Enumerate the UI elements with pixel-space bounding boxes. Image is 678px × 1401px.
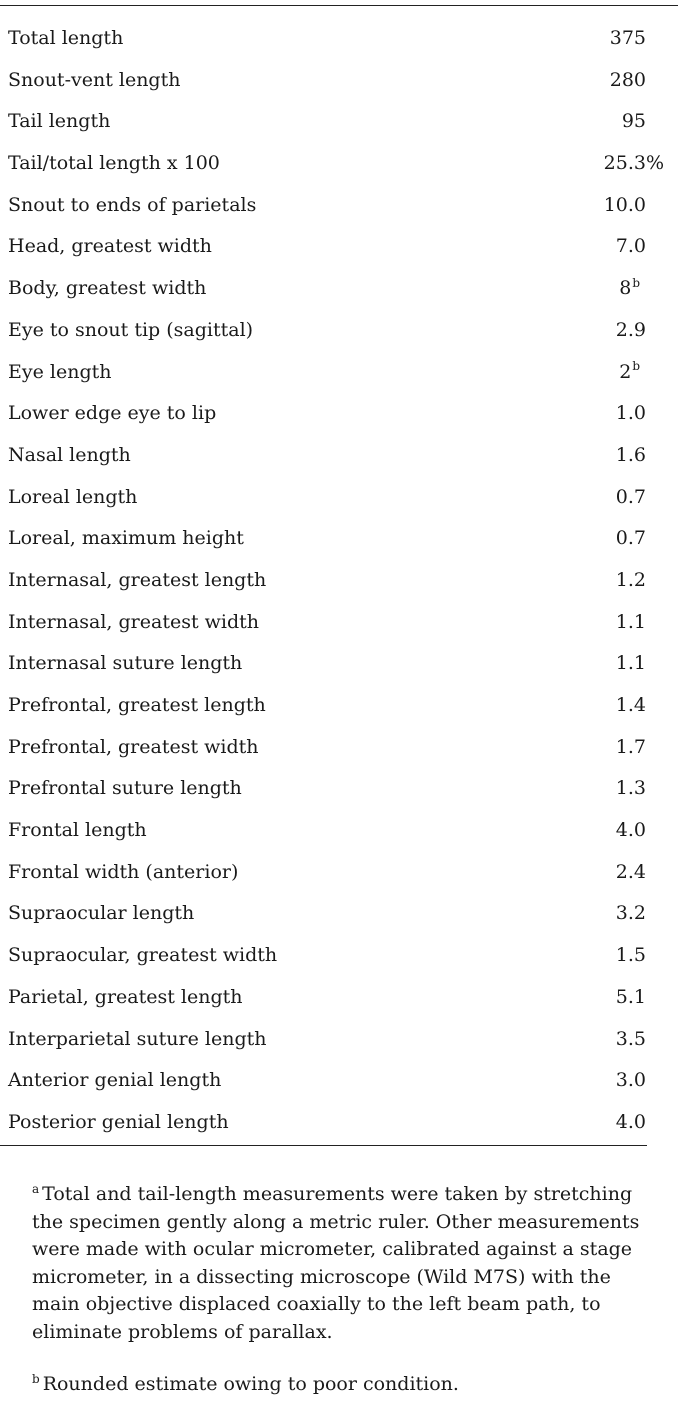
measurement-number: 1.7 [615,735,646,758]
measurement-number: 0.7 [615,527,646,550]
measurement-number: 1.3 [615,777,646,800]
table-row [0,768,678,810]
measurement-number: 5.1 [615,985,646,1008]
measurement-label: Total length [8,27,124,49]
table-row [0,143,678,185]
measurement-label: Prefrontal, greatest length [8,694,266,716]
measurement-number: 1.4 [615,694,646,716]
measurement-label: Frontal width (anterior) [8,860,239,883]
measurement-value [616,893,646,935]
measurement-label: Interparietal suture length [8,1027,267,1050]
measurement-number: 280 [609,68,646,91]
measurement-label: Anterior genial length [8,1069,222,1092]
table-row [0,685,678,727]
measurement-value [616,977,646,1019]
table-row [0,852,678,894]
measurement-value [616,477,646,519]
table-row [0,1102,678,1144]
measurement-value [616,560,646,602]
table-row [0,602,678,644]
measurement-number: 3.0 [615,1069,646,1092]
measurement-number: 4.0 [615,1110,646,1133]
measurement-label: Snout-vent length [8,68,181,91]
table-row [0,435,678,477]
table-row [0,1060,678,1102]
table-row [0,727,678,769]
table-row [0,1019,678,1061]
measurement-label: Nasal length [8,443,131,466]
measurement-value [610,60,646,102]
measurement-label: Prefrontal suture length [8,777,242,800]
footnote-ref-marker: b [632,275,640,290]
measurement-value [616,1060,646,1102]
measurement-value [616,310,646,352]
measurement-value [616,602,646,644]
footnote-b-text: Rounded estimate owing to poor condition. [42,1373,459,1395]
measurement-number: 375 [609,27,646,49]
measurement-label: Frontal length [8,819,147,842]
measurement-value [610,18,646,60]
measurement-number: 1.6 [615,443,646,466]
measurement-value [616,685,646,727]
table-row [0,810,678,852]
table-row [0,393,678,435]
footnote-b [5,1371,655,1399]
measurement-label: Tail/total length x 100 [8,152,220,175]
measurement-number: 8 [619,277,632,300]
measurement-value [616,1102,646,1144]
measurement-number: 25.3% [603,152,664,175]
measurement-label: Snout to ends of parietals [8,193,257,216]
table-row [0,310,678,352]
footnote-ref-marker: b [632,359,640,374]
measurement-value [616,852,646,894]
table-row [0,977,678,1019]
measurement-value [616,518,646,560]
table-row [0,226,678,268]
measurement-label: Loreal length [8,485,138,508]
table-row [0,477,678,519]
measurement-value [616,226,646,268]
measurement-number: 1.5 [615,944,646,967]
table-row [0,935,678,977]
measurement-number: 7.0 [615,235,646,258]
footnote-b-marker: b [32,1371,40,1386]
table-row [0,18,678,60]
table-row [0,101,678,143]
measurement-label: Posterior genial length [8,1110,229,1133]
measurement-number: 2.4 [615,860,646,883]
measurement-label: Internasal suture length [8,652,243,675]
measurement-number: 10.0 [603,193,646,216]
measurement-label: Head, greatest width [8,235,212,258]
measurement-label: Loreal, maximum height [8,527,244,550]
measurement-value [616,810,646,852]
table-row [0,518,678,560]
measurement-number: 0.7 [615,485,646,508]
measurement-value [616,935,646,977]
measurement-label: Prefrontal, greatest width [8,735,259,758]
footnote-a-marker: a [32,1181,40,1196]
measurement-label: Tail length [8,110,111,133]
measurement-number: 1.0 [615,402,646,425]
measurement-value [604,185,646,227]
measurement-number: 95 [621,110,646,133]
measurement-number: 1.2 [615,568,646,591]
measurement-label: Internasal, greatest length [8,568,267,591]
measurement-value [619,268,640,310]
measurement-value [622,101,646,143]
measurement-value [616,768,646,810]
measurement-number: 3.2 [615,902,646,925]
table-row [0,560,678,602]
measurement-label: Supraocular length [8,902,195,925]
footnote-a [5,1181,655,1346]
measurement-value [604,143,664,185]
table-row [0,643,678,685]
table-top-rule [0,5,678,6]
measurement-number: 2.9 [615,318,646,341]
measurement-value [616,393,646,435]
table-row [0,268,678,310]
measurement-label: Body, greatest width [8,277,207,300]
measurement-number: 1.1 [615,652,646,675]
table-row [0,893,678,935]
measurement-number: 2 [619,360,632,383]
measurement-value [619,352,640,394]
measurement-number: 3.5 [615,1027,646,1050]
table-bottom-rule [0,1145,647,1146]
table-row [0,60,678,102]
measurement-number: 4.0 [615,819,646,842]
measurement-label: Internasal, greatest width [8,610,259,633]
measurement-value [616,1019,646,1061]
footnote-a-text: Total and tail-length measurements were taken by stretching the specimen gently along a metric ruler. Other measurements were made with ocular micrometer, calibrated against a stage micrometer, in a dissecting microscope (Wild M7S) with the main objective displaced coaxially to the left beam path, to eliminate problems of parallax. [32,1183,640,1343]
measurement-label: Eye length [8,360,112,383]
measurement-label: Eye to snout tip (sagittal) [8,318,254,341]
measurement-value [616,727,646,769]
measurement-value [616,435,646,477]
measurements-table [0,18,678,1144]
measurement-label: Supraocular, greatest width [8,944,278,967]
measurement-label: Lower edge eye to lip [8,402,217,425]
table-row [0,352,678,394]
measurement-number: 1.1 [615,610,646,633]
table-row [0,185,678,227]
measurement-value [616,643,646,685]
measurement-label: Parietal, greatest length [8,985,243,1008]
